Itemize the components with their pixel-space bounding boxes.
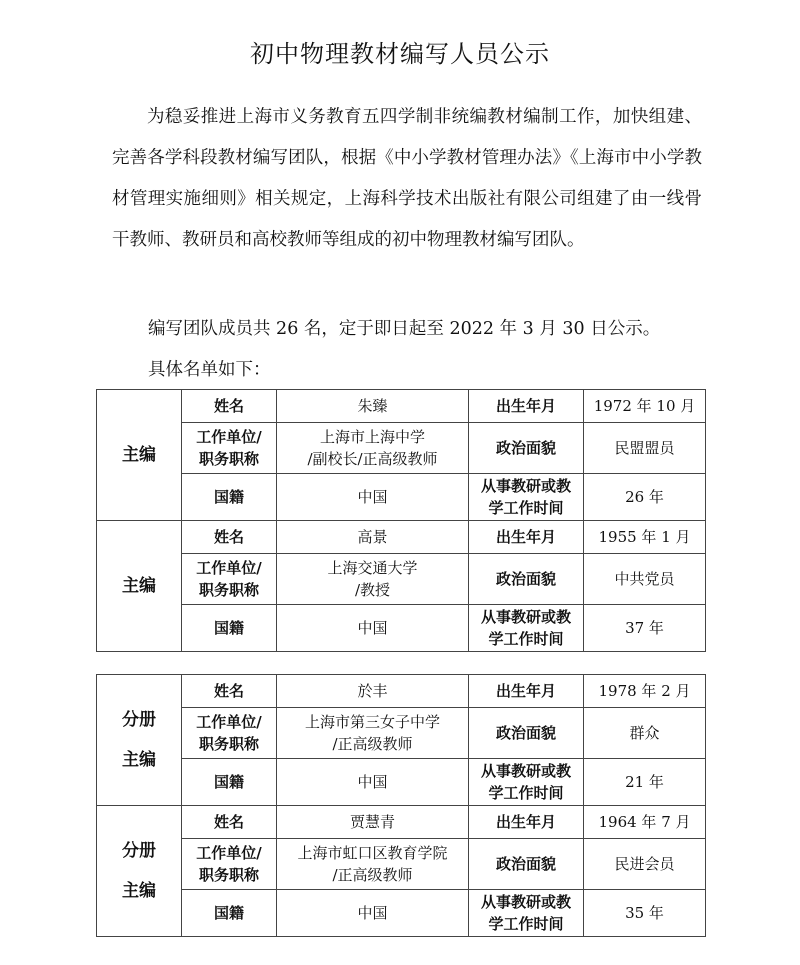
nationality-label: 国籍 [182, 890, 277, 937]
member-row-name [97, 390, 706, 423]
politics-value: 中共党员 [584, 554, 706, 605]
politics-value: 民盟盟员 [584, 423, 706, 474]
years-label [469, 890, 584, 937]
role-line: 主编 [122, 445, 156, 465]
birth-value: 1972 年 10 月 [584, 390, 706, 423]
roster-table-volume-editors [96, 674, 706, 937]
name-value: 贾慧青 [277, 806, 469, 839]
role-cell [97, 675, 182, 806]
role-line: 主编 [122, 576, 156, 596]
years-label [469, 474, 584, 521]
years-label-line1: 从事教研或教 [480, 893, 571, 911]
years-value: 37 年 [584, 605, 706, 652]
page-title: 初中物理教材编写人员公示 [250, 40, 550, 68]
unit-label [182, 839, 277, 890]
name-label: 姓名 [182, 390, 277, 423]
name-value: 於丰 [277, 675, 469, 708]
unit-label-line2: 职务职称 [198, 735, 259, 753]
years-label [469, 605, 584, 652]
unit-label-line2: 职务职称 [198, 450, 259, 468]
unit-value-line2: /正高级教师 [332, 735, 413, 753]
years-label-line1: 从事教研或教 [480, 762, 571, 780]
nationality-value: 中国 [277, 759, 469, 806]
unit-value [277, 839, 469, 890]
name-label: 姓名 [182, 675, 277, 708]
politics-value: 民进会员 [584, 839, 706, 890]
role-cell [97, 390, 182, 521]
member-row-unit [97, 839, 706, 890]
unit-label [182, 554, 277, 605]
years-label [469, 759, 584, 806]
years-label-line2: 学工作时间 [488, 915, 564, 933]
unit-value-line2: /副校长/正高级教师 [307, 450, 438, 468]
years-value: 35 年 [584, 890, 706, 937]
unit-label-line1: 工作单位/ [196, 559, 262, 577]
member-row-nationality [97, 474, 706, 521]
unit-value [277, 423, 469, 474]
member-row-nationality [97, 890, 706, 937]
member-row-name [97, 806, 706, 839]
list-intro-paragraph: 具体名单如下： [148, 360, 271, 380]
nationality-value: 中国 [277, 890, 469, 937]
years-label-line2: 学工作时间 [488, 630, 564, 648]
member-row-unit [97, 708, 706, 759]
unit-value-line2: /正高级教师 [332, 866, 413, 884]
unit-value-line1: 上海市上海中学 [319, 428, 425, 446]
nationality-label: 国籍 [182, 605, 277, 652]
role-line: 主编 [122, 750, 156, 770]
years-value: 26 年 [584, 474, 706, 521]
politics-label: 政治面貌 [469, 554, 584, 605]
politics-value: 群众 [584, 708, 706, 759]
birth-label: 出生年月 [469, 390, 584, 423]
member-row-nationality [97, 759, 706, 806]
unit-value-line1: 上海交通大学 [327, 559, 418, 577]
years-label-line2: 学工作时间 [488, 784, 564, 802]
years-label-line1: 从事教研或教 [480, 608, 571, 626]
years-label-line2: 学工作时间 [488, 499, 564, 517]
birth-value: 1955 年 1 月 [584, 521, 706, 554]
name-value: 朱臻 [277, 390, 469, 423]
nationality-value: 中国 [277, 605, 469, 652]
announcement-paragraph: 编写团队成员共 26 名，定于即日起至 2022 年 3 月 30 日公示。 [148, 319, 661, 339]
unit-label-line1: 工作单位/ [196, 844, 262, 862]
member-row-unit [97, 423, 706, 474]
role-cell [97, 521, 182, 652]
member-row-unit [97, 554, 706, 605]
role-line: 分册 [122, 710, 156, 730]
unit-value [277, 554, 469, 605]
unit-value-line1: 上海市第三女子中学 [304, 713, 440, 731]
unit-value [277, 708, 469, 759]
unit-label-line1: 工作单位/ [196, 428, 262, 446]
politics-label: 政治面貌 [469, 708, 584, 759]
years-label-line1: 从事教研或教 [480, 477, 571, 495]
role-cell [97, 806, 182, 937]
role-line: 分册 [122, 841, 156, 861]
unit-label-line2: 职务职称 [198, 581, 259, 599]
member-row-name [97, 675, 706, 708]
birth-value: 1978 年 2 月 [584, 675, 706, 708]
years-value: 21 年 [584, 759, 706, 806]
name-label: 姓名 [182, 806, 277, 839]
birth-label: 出生年月 [469, 806, 584, 839]
nationality-value: 中国 [277, 474, 469, 521]
roster-table-chief-editors [96, 389, 706, 652]
birth-label: 出生年月 [469, 521, 584, 554]
name-label: 姓名 [182, 521, 277, 554]
politics-label: 政治面貌 [469, 423, 584, 474]
nationality-label: 国籍 [182, 759, 277, 806]
intro-paragraph: 为稳妥推进上海市义务教育五四学制非统编教材编制工作，加快组建、完善各学科段教材编写团队，根据《中小学教材管理办法》《上海市中小学教材管理实施细则》相关规定，上海科学技术出版社有限公司组建了由一线骨干教师、教研员和高校教师等组成的初中物理教材编写团队。 [112, 107, 702, 250]
role-line: 主编 [122, 881, 156, 901]
unit-label [182, 423, 277, 474]
unit-value-line2: /教授 [354, 581, 391, 599]
birth-label: 出生年月 [469, 675, 584, 708]
member-row-name [97, 521, 706, 554]
unit-value-line1: 上海市虹口区教育学院 [297, 844, 448, 862]
politics-label: 政治面貌 [469, 839, 584, 890]
birth-value: 1964 年 7 月 [584, 806, 706, 839]
unit-label-line2: 职务职称 [198, 866, 259, 884]
member-row-nationality [97, 605, 706, 652]
unit-label [182, 708, 277, 759]
name-value: 高景 [277, 521, 469, 554]
unit-label-line1: 工作单位/ [196, 713, 262, 731]
nationality-label: 国籍 [182, 474, 277, 521]
